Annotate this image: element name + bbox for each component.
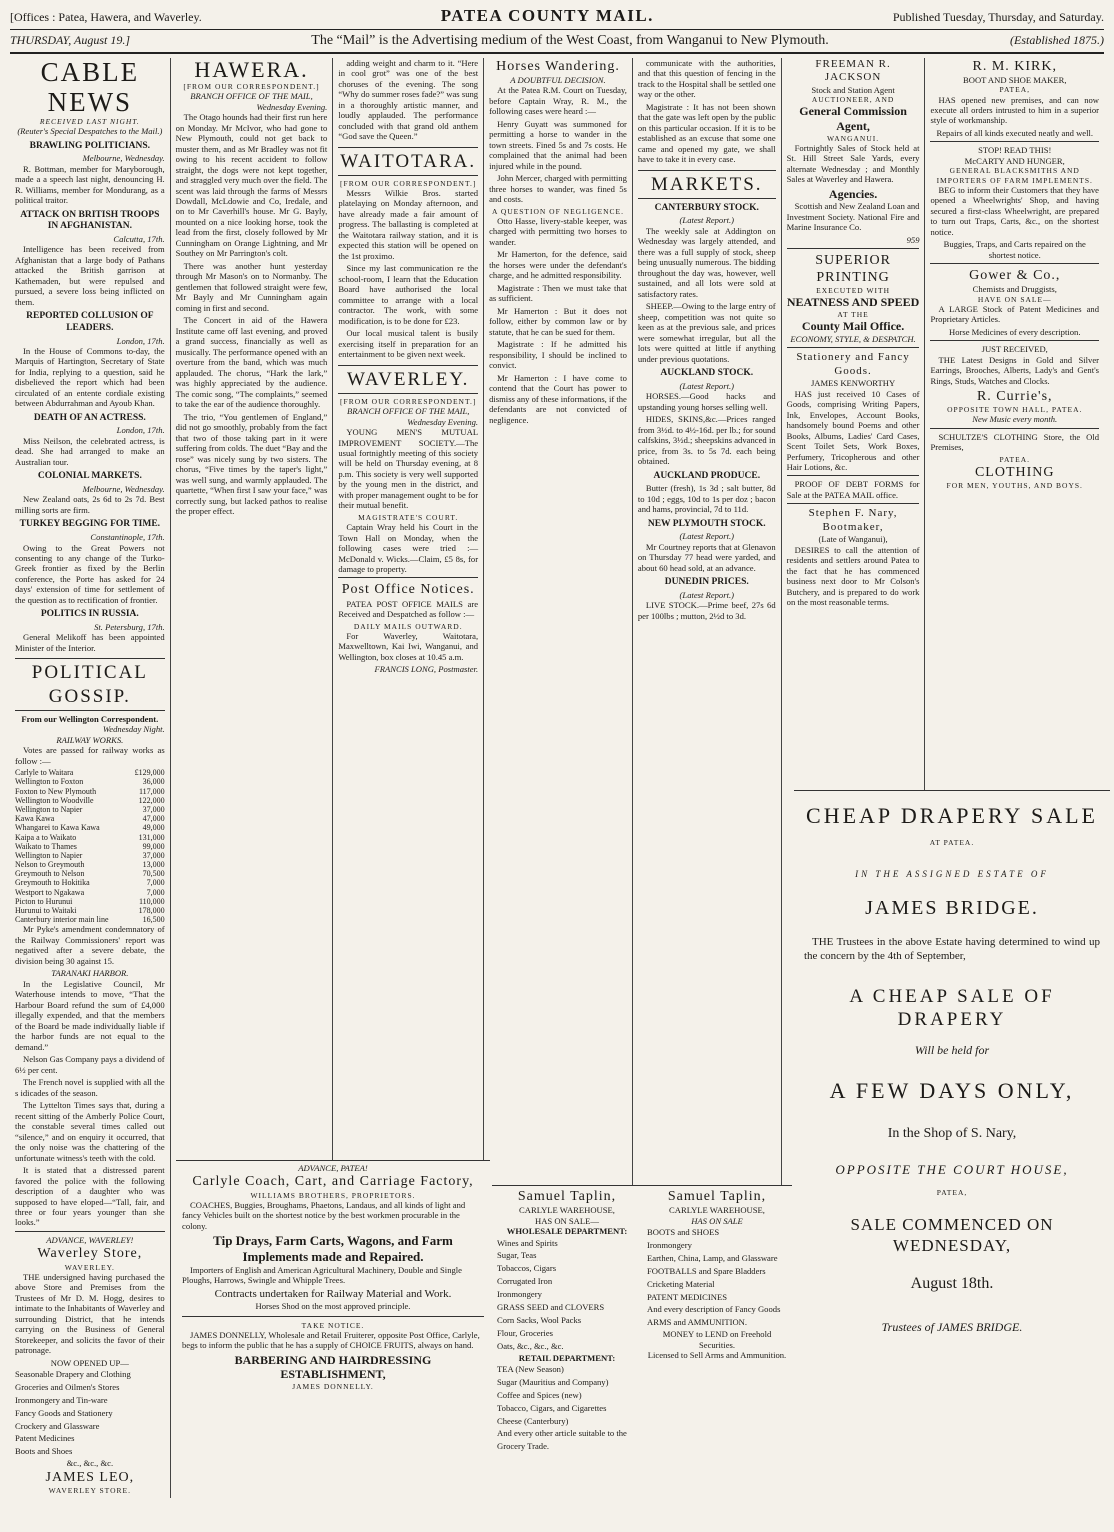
ad-title: Stephen F. Nary, Bootmaker, [808, 507, 898, 533]
vote-row [15, 805, 165, 814]
dateline: Constantinople, 17th. [90, 532, 165, 543]
ad-text: THE Latest Designs in Gold and Silver Earrings, Brooches, Alberts, Lady's and Gent's Rings, Studs, Watches and Clocks. [930, 354, 1099, 386]
drapery-days: A FEW DAYS ONLY, [829, 1078, 1075, 1104]
article-text: SHEEP.—Owing to the large entry of sheep, competition was not quite so keen as at the previous sale, and prices were somewhat irregular, but all the lots were quitted at little if anything under previous quotations. [637, 301, 776, 364]
votes-table [15, 768, 165, 924]
court-head: MAGISTRATE'S COURT. [358, 512, 459, 522]
ad-text: A LARGE Stock of Patent Medicines and Proprietary Articles. [930, 303, 1099, 325]
ad-sub: HAS ON SALE [691, 1215, 743, 1226]
subhead [10, 30, 1104, 54]
ad-head: ADVANCE, WAVERLEY! [46, 1234, 134, 1245]
branch-office: BRANCH OFFICE OF THE MAIL, [190, 91, 313, 102]
list-item: FOOTBALLS and Spare Bladders [647, 1265, 766, 1276]
ad-item-list [497, 1237, 637, 1353]
ad-sub: Repairs of all kinds executed neatly and well. [936, 127, 1094, 138]
article-text: It is stated that a distressed parent favored the police with the following description of a daughter who was supposed to have eloped—“Tall, fair, and three or four years younger than she looks.” [15, 1165, 165, 1228]
vote-row [15, 777, 165, 786]
article-text: In the House of Commons to-day, the Marquis of Hartington, Secretary of State for India, replying to a question, said he disbelieved the report which had been circulated of an entente cordiale existing between Abdurrahman and Ayoub Khan. [15, 346, 165, 409]
vote-row [15, 851, 165, 860]
po-signature: FRANCIS LONG, Postmaster. [374, 664, 479, 675]
vote-row [15, 888, 165, 897]
vote-amount: 16,500 [142, 915, 165, 925]
latest-report: (Latest Report.) [679, 380, 734, 391]
ad-sub: CARLYLE WAREHOUSE, [519, 1205, 615, 1216]
ad-text: Importers of English and American Agricultural Machinery, Double and Single Ploughs, Harrows, Swingle and Whipple Trees. [182, 1264, 462, 1286]
article-text: YOUNG MEN'S MUTUAL IMPROVEMENT SOCIETY.—The usual fortnightly meeting of this society will be held on Thursday evening, at 8 p.m. This society is very well supported by the young men in the district, and with proper management ought to be for their mutual benefit. [338, 427, 479, 511]
list-item: Sugar, Teas [497, 1250, 537, 1261]
article-text: Miss Neilson, the celebrated actress, is dead. She had arranged to make an Australian tour. [15, 435, 165, 467]
list-item: Patent Medicines [15, 1433, 75, 1444]
headline: COLONIAL MARKETS. [37, 471, 142, 482]
cable-news-title: CABLE NEWS [40, 57, 140, 117]
vote-row [15, 906, 165, 915]
drapery-title: CHEAP DRAPERY SALE [806, 803, 1098, 828]
ad-sub: FOR MEN, YOUTHS, AND BOYS. [946, 481, 1083, 491]
list-item: Tobaccos, Cigars [497, 1263, 557, 1274]
list-item: BOOTS and SHOES [647, 1227, 720, 1238]
article-text: Votes are passed for railway works as follow :— [15, 745, 165, 766]
article-text: At the Patea R.M. Court on Tuesday, before Captain Wray, R. M., the following cases were heard :— [489, 85, 627, 117]
drapery-sale: A CHEAP SALE OF DRAPERY [849, 986, 1055, 1031]
vote-row [15, 842, 165, 851]
article-text: Our local musical talent is busily exercising itself in preparation for an entertainment to be given next week. [338, 328, 479, 360]
ad-text: Fortnightly Sales of Stock held at St. Hill Street Sale Yards, every alternate Wednesday ; and Monthly Sales at Waverley and Hawera. [786, 142, 920, 185]
subhead-small: A QUESTION OF NEGLIGENCE. [491, 206, 625, 216]
debt-forms-ad [787, 475, 920, 500]
vote-line: Wellington to Napier [15, 804, 83, 814]
ad-sub: Stock and Station Agent [811, 84, 895, 95]
vote-line: Wellington to Napier [15, 850, 83, 860]
drapery-sub: Will be held for [914, 1043, 990, 1058]
ad-sub: NOW OPENED UP— [50, 1357, 129, 1368]
list-item: Cheese (Canterbury) [497, 1415, 569, 1426]
vote-line: Greymouth to Hokitika [15, 878, 90, 888]
list-item: Ironmongery [497, 1289, 542, 1300]
railway-works-head: RAILWAY WORKS. [56, 734, 124, 745]
established: (Established 1875.) [1010, 32, 1104, 47]
article-text: New Zealand oats, 2s 6d to 2s 7d. Best milling sorts are firm. [15, 494, 165, 515]
vote-amount: 117,000 [138, 786, 165, 796]
cable-sub: RECEIVED LAST NIGHT. [39, 117, 140, 127]
article-text: In the Legislative Council, Mr Waterhouse intends to move, “That the Harbour Board refund the sum of £4,000 illegally expended, and that the members of the Board be made individually liable if the harbor funds are not equal to the demand.” [15, 978, 165, 1052]
list-item: Boots and Shoes [15, 1446, 73, 1457]
article-text: Henry Guyatt was summoned for permitting a horse to wander in the town streets. Fined 5s and 7s costs. He complained that the animal had been injured while in the pound. [489, 118, 627, 171]
vote-amount: 122,000 [138, 795, 165, 805]
masthead [10, 6, 1104, 30]
vote-line: Kaipa a to Waikato [15, 832, 77, 842]
vote-amount: 37,000 [142, 850, 165, 860]
ad-sub: (Late of Wanganui), [818, 534, 888, 545]
drapery-signature: Trustees of JAMES BRIDGE. [881, 1320, 1023, 1334]
drapery-sale-ad [794, 790, 1110, 1525]
issue-date: THURSDAY, August 19.] [10, 32, 131, 47]
article-text: The weekly sale at Addington on Wednesday was largely attended, and there was a full supply of stock, sheep being unusually numerous. The bidding throughout the day was, however, well sustained, and all lots were sold at satisfactory rates. [637, 225, 776, 299]
list-item: Fancy Goods and Stationery [15, 1407, 113, 1418]
ad-sub: GENERAL BLACKSMITHS AND IMPORTERS OF FARM IMPLEMENTS. [936, 166, 1093, 185]
vote-row [15, 823, 165, 832]
post-office-notices [338, 577, 478, 674]
dateline: Melbourne, Wednesday. [82, 484, 165, 494]
gower-ad [930, 263, 1099, 337]
ad-sub: Contracts undertaken for Railway Material and Work. [214, 1287, 452, 1300]
ad-title: CLOTHING [974, 465, 1055, 480]
vote-line: Kawa Kawa [15, 814, 55, 824]
dateline: Wednesday Evening. [407, 416, 479, 427]
ad-sub: New Music every month. [972, 414, 1058, 425]
ad-place: WAVERLEY STORE. [48, 1485, 132, 1495]
vote-line: Greymouth to Nelson [15, 869, 85, 879]
list-item: TEA (New Season) [497, 1364, 564, 1375]
drapery-place: AT PATEA. [929, 837, 975, 847]
list-item: And every description of Fancy Goods [647, 1304, 781, 1315]
vote-line: Wellington to Woodville [15, 795, 94, 805]
ad-sub: Implements made and Repaired. [242, 1249, 424, 1265]
article-text: Mr Hamerton, for the defence, said the horses were under the defendant's charge, and he admitted responsibility. [489, 249, 627, 281]
waitotara-title: WAITOTARA. [338, 147, 478, 176]
cable-note: (Reuter's Special Despatches to the Mail.) [17, 126, 163, 137]
headline: BRAWLING POLITICIANS. [29, 140, 151, 151]
printing-ad [787, 248, 920, 344]
offices-line: [Offices : Patea, Hawera, and Waverley. [10, 10, 202, 24]
correspondent: [FROM OUR CORRESPONDENT.] [340, 396, 477, 406]
slogan: The “Mail” is the Advertising medium of the West Coast, from Wanganui to New Plymouth. [311, 32, 829, 48]
article-text: The Lyttelton Times says that, during a recent sitting of the Amberly Police Court, the constable several times called out “silence,” and on enquiry it occurred, that the only noise was the chattering of the unfortunate witness's teeth with the cold. [15, 1100, 165, 1163]
po-text: PATEA POST OFFICE MAILS are Received and Despatched as follow :— [338, 598, 479, 620]
publication-days: Published Tuesday, Thursday, and Saturday. [892, 10, 1104, 24]
vote-amount: 70,500 [142, 869, 165, 879]
harbor-head: TARANAKI HARBOR. [51, 968, 129, 979]
list-item: And every other article suitable to the Grocery Trade. [497, 1428, 627, 1452]
vote-amount: 47,000 [142, 814, 165, 824]
article-text: Magistrate : It has not been shown that the gate was left open by the public on this particular occasion. If it is to be established as an excuse that some one came and opened my gate, we shall have to take it in every case. [637, 101, 776, 165]
ad-sub: R. Currie's, [976, 389, 1053, 405]
list-item: Ironmongery [647, 1239, 692, 1250]
list-item: Groceries and Oilmen's Stores [15, 1381, 120, 1392]
headline: REPORTED COLLUSION OF LEADERS. [26, 311, 154, 333]
ad-title: Samuel Taplin, [667, 1189, 767, 1204]
market-head: NEW PLYMOUTH STOCK. [647, 518, 766, 529]
article-text: The French novel is supplied with all the s idicades of the season. [15, 1077, 165, 1098]
market-head: CANTERBURY STOCK. [654, 202, 759, 213]
drapery-place: PATEA, [936, 1187, 968, 1197]
dateline: London, 17th. [116, 335, 165, 346]
markets-title: MARKETS. [638, 170, 776, 199]
column-cable-news [10, 58, 171, 1498]
waverley-store-ad [15, 1231, 165, 1495]
headline: TURKEY BEGGING FOR TIME. [19, 519, 161, 530]
drapery-location: OPPOSITE THE COURT HOUSE, [835, 1162, 1069, 1178]
jackson-name: FREEMAN R. JACKSON [815, 57, 891, 84]
vote-row [15, 860, 165, 869]
drapery-date: August 18th. [910, 1275, 994, 1293]
vote-amount: 178,000 [138, 906, 165, 916]
article-text: Magistrate : If he admitted his responsibility, I should be inclined to convict. [489, 339, 627, 371]
article-text: Since my last communication re the school-room, I learn that the Education Board have authorised the local committee to arrange with a local contractor. The work, with some modification, is to be done for £23. [338, 263, 479, 326]
vote-row [15, 915, 165, 924]
headline: POLITICS IN RUSSIA. [40, 609, 139, 620]
newspaper-title: PATEA COUNTY MAIL. [440, 6, 654, 25]
ad-sub: TAKE NOTICE. [301, 1320, 365, 1330]
ad-place: PATEA, [999, 85, 1030, 95]
vote-row [15, 768, 165, 777]
list-item: Wines and Spirits [497, 1237, 558, 1248]
ad-title: Stationery and Fancy Goods. [796, 351, 910, 377]
ad-signature: JAMES DONNELLY. [292, 1382, 374, 1392]
ad-head: ADVANCE, PATEA! [298, 1163, 368, 1173]
dateline: London, 17th. [116, 425, 165, 436]
list-item: Oats, &c., &c., &c. [497, 1340, 564, 1351]
ad-title: Samuel Taplin, [517, 1189, 617, 1204]
vote-line: Foxton to New Plymouth [15, 786, 97, 796]
carlyle-ad [176, 1160, 490, 1525]
drapery-shop: In the Shop of S. Nary, [887, 1125, 1017, 1141]
ad-text: BEG to inform their Customers that they have opened a Wheelwrights' Shop, and having secured a first-class Wheelwright, are prepared to turn out Traps, Carts, &c., on the shortest notice. [930, 184, 1099, 237]
article-text: Mr Courtney reports that at Glenavon on Thursday 77 head were yarded, and about 60 head sold, at an advance. [637, 541, 776, 573]
ad-text: SCHULTZE'S CLOTHING Store, the Old Premises, [930, 431, 1099, 453]
article-text: Mr Pyke's amendment condemnatory of the Railway Commissioners' report was negatived after a severe debate, the division being 30 against 15. [15, 924, 165, 966]
vote-row [15, 796, 165, 805]
ad-place: WANGANUI. [827, 133, 880, 143]
ad-text: HAS opened new premises, and can now execute all orders intrusted to him in a superior style of workmanship. [930, 94, 1099, 126]
drapery-name: JAMES BRIDGE. [865, 896, 1039, 919]
article-text: Mr Hamerton : But it does not follow, either by common law or by statute, that he can be sued for them. [489, 305, 627, 337]
article-text: Intelligence has been received from Afghanistan that a large body of Pathans attacked the British garrison at Kathemaden, but were repulsed and pursued, a severe loss being inflicted on them. [15, 244, 165, 307]
dateline: Melbourne, Wednesday. [82, 153, 165, 164]
dateline: Wednesday Evening. [256, 101, 328, 112]
market-head: DUNEDIN PRICES. [664, 577, 749, 588]
headline: ATTACK ON BRITISH TROOPS IN AFGHANISTAN. [20, 209, 160, 232]
vote-amount: 37,000 [142, 804, 165, 814]
correspondent: [FROM OUR CORRESPONDENT.] [183, 82, 320, 91]
ad-sub: AT THE [837, 310, 869, 320]
article-text: Mr Hamerton : I have come to contend that the Court has power to dismiss any of these informations, if the defendants are not convicted of negligence. [489, 372, 627, 425]
kirk-name: R. M. KIRK, [972, 58, 1057, 74]
vote-amount: 99,000 [142, 841, 165, 851]
list-item: Crockery and Glassware [15, 1420, 100, 1431]
ad-sub: County Mail Office. [801, 319, 905, 334]
ad-sub: Agencies. [828, 186, 878, 201]
vote-line: Canterbury interior main line [15, 915, 109, 925]
article-text: HIDES, SKINS,&c.—Prices ranged from 3½d. to 4½-16d. per lb.; for sound calfskins, 3½d.; sheepskins advanced in price, from 3s. to 5s 7d. each being obtained. [637, 414, 776, 467]
article-text: The Otago hounds had their first run here on Monday. Mr McIvor, who had gone to New Plymouth, could not get back to muster them, and as Mr Bradley was not fit owing to his recent accident to follow straight, the dogs were not kept together, and straggled very much over the field. The scent was laid through the farms of Messrs Dowdall, McLdowie and Co, Iredale, and on to Mr Caverhill's house. Mr G. Bayly, mounted on a nice looking horse, took the lead from the first, closely followed by Mr Cunningham on Orange Lightning, and Mr Southey on Mr Parrington's colt. [175, 112, 328, 259]
ad-sub: CARLYLE WAREHOUSE, [669, 1205, 765, 1216]
article-text: Nelson Gas Company pays a dividend of 6½ per cent. [15, 1054, 165, 1075]
vote-amount: 7,000 [146, 878, 165, 888]
vote-line: Westport to Ngakawa [15, 887, 85, 897]
ad-sub: HAS ON SALE— [535, 1215, 599, 1226]
list-item: Sugar (Mauritius and Company) [497, 1376, 609, 1387]
vote-amount: 49,000 [142, 823, 165, 833]
list-item: PATENT MEDICINES [647, 1291, 727, 1302]
ad-text: COACHES, Buggies, Broughams, Phaetons, Landaus, and all kinds of light and fancy Vehicles built on the shortest notice by the best workmen procurable in the colony. [182, 1199, 466, 1231]
list-item: Cricketing Material [647, 1278, 715, 1289]
article-text: R. Bottman, member for Maryborough, made a a speech last night, denouncing H. R. Williams, member for Mondurang, as a political traitor. [15, 163, 165, 206]
ad-text: PROOF OF DEBT FORMS for Sale at the PATEA MAIL office. [786, 479, 920, 500]
latest-report: (Latest Report.) [679, 531, 734, 542]
ad-item-list [15, 1368, 165, 1458]
dateline: St. Petersburg, 17th. [94, 622, 165, 632]
vote-amount: 13,000 [142, 860, 165, 870]
article-text: John Mercer, charged with permitting three horses to wander, was fined 5s and costs. [489, 173, 627, 205]
vote-row [15, 814, 165, 823]
list-item: Tobacco, Cigars, and Cigarettes [497, 1402, 607, 1413]
drapery-text: THE Trustees in the above Estate having determined to wind up the concern by the 4th of September, [804, 936, 1100, 962]
ad-sub: MONEY to LEND on Freehold Securities. [662, 1329, 772, 1350]
ad-sub: RETAIL DEPARTMENT: [518, 1352, 616, 1363]
ad-text: Scottish and New Zealand Loan and Investment Society. National Fire and Marine Insurance Co. [786, 201, 920, 233]
list-item: Corrugated Iron [497, 1276, 553, 1287]
vote-line: Hurunui to Waitaki [15, 906, 77, 916]
po-title: Post Office Notices. [341, 582, 475, 598]
ad-title: STOP! READ THIS! [978, 145, 1052, 156]
ad-title: Carlyle Coach, Cart, and Carriage Factory, [192, 1174, 474, 1190]
list-item: Flour, Groceries [497, 1327, 553, 1338]
article-text: Magistrate : Then we must take that as sufficient. [489, 282, 627, 304]
printing-title: SUPERIOR PRINTING [815, 253, 891, 286]
list-item: Coffee and Spices (new) [497, 1389, 582, 1400]
ad-sub: Tip Drays, Farm Carts, Wagons, and Farm [213, 1233, 453, 1249]
dateline: Wednesday Night. [102, 724, 165, 735]
pg-sub: From our Wellington Correspondent. [21, 713, 159, 724]
ad-title: JUST RECEIVED, [981, 344, 1048, 355]
list-item: ARMS and AMMUNITION. [647, 1317, 748, 1328]
ad-place: PATEA. [999, 454, 1030, 464]
vote-row [15, 787, 165, 796]
political-gossip-title: POLITICAL GOSSIP. [15, 658, 165, 710]
vote-line: Whangarei to Kawa Kawa [15, 823, 100, 833]
ad-item-list [647, 1226, 787, 1329]
ad-sub: Licensed to Sell Arms and Ammunition. [647, 1350, 787, 1361]
vote-row [15, 869, 165, 878]
vote-line: Picton to Hurunui [15, 896, 73, 906]
taplin-wholesale-ad [492, 1185, 642, 1525]
vote-row [15, 878, 165, 887]
ad-sub: General Commission Agent, [799, 104, 907, 133]
ad-sub: WILLIAMS BROTHERS, PROPRIETORS. [250, 1190, 416, 1200]
article-text: General Melikoff has been appointed Minister of the Interior. [15, 632, 165, 653]
ad-text: DESIRES to call the attention of residents and settlers around Patea to the fact that he has commenced business next door to Mr Colson's Butchery, and is prepared to do work on the most reasonable terms. [786, 544, 920, 608]
vote-amount: 131,000 [138, 832, 165, 842]
article-text: Butter (fresh), 1s 3d ; salt butter, 8d to 10d ; eggs, 10d to 1s per doz ; bacon and hams, provincial, 7d to 11d. [637, 483, 776, 515]
stationery-ad [787, 347, 920, 472]
ad-sub: Horse Medicines of every description. [948, 326, 1081, 337]
ad-text: THE undersigned having purchased the above Store and Premises from the Trustees of Mr D. M. Hogg, desires to intimate to the Inhabitants of Waverley and surrounding District, that he intends carrying on the Business of General Storekeeper, and solicits the favor of their patronage. [15, 1271, 165, 1356]
ad-sub: NEATNESS AND SPEED [786, 295, 920, 310]
vote-row [15, 897, 165, 906]
dateline: Calcutta, 17th. [113, 233, 165, 244]
ad-text: HAS just received 10 Cases of Goods, comprising Writing Papers, Ink, Envelopes, Account Books, handsomely bound Poems and other Books, Albums, Ladies' Card Cases, Scent Toilet Sets, Work Boxes, Perfumery, Tricopherous and other Hair Lotions, &c. [786, 388, 920, 472]
article-text: communicate with the authorities, and that this question of fencing in the track to the Hospital shall be settled one way or the other. [637, 57, 776, 100]
drapery-estate: IN THE ASSIGNED ESTATE OF [855, 868, 1049, 879]
ad-text: JAMES DONNELLY, Wholesale and Retail Fruiterer, opposite Post Office, Carlyle, begs to inform the public that he has a supply of CHOICE FRUITS, always on hand. [182, 1329, 480, 1351]
article-text: Messrs Wilkie Bros. started platelaying on Monday afternoon, and have already made a fair amount of progress. The ballasting is completed at the Waitotara railway station, and it is expected this station will be opened on the 1st proximo. [338, 188, 479, 261]
list-item: Earthen, China, Lamp, and Glassware [647, 1252, 778, 1263]
vote-line: Wellington to Foxton [15, 777, 84, 787]
ad-item-list [497, 1363, 637, 1453]
ad-sub: BOOT AND SHOE MAKER, [963, 74, 1067, 85]
ad-name: Waverley Store, [37, 1246, 143, 1262]
ad-sub: BARBERING AND HAIRDRESSING ESTABLISHMENT, [234, 1352, 432, 1382]
article-text: LIVE STOCK.—Prime beef, 27s 6d per 100lbs ; mutton, 2½d to 3d. [637, 600, 776, 621]
ad-place: WAVERLEY. [64, 1262, 115, 1272]
vote-amount: 110,000 [138, 896, 165, 906]
mccarty-ad [930, 141, 1099, 260]
latest-report: (Latest Report.) [679, 215, 734, 226]
article-text: Otto Hasse, livery-stable keeper, was charged with permitting two horses to wander. [489, 215, 627, 247]
vote-amount: £129,000 [134, 768, 165, 778]
vote-amount: 7,000 [146, 887, 165, 897]
waverley-title: WAVERLEY. [338, 365, 478, 394]
market-head: AUCKLAND PRODUCE. [653, 470, 761, 481]
ad-signature: JAMES LEO, [45, 1469, 135, 1485]
ad-sub: McCARTY AND HUNGER, [964, 155, 1065, 166]
taplin-retail-ad [642, 1185, 792, 1525]
hawera-title: HAWERA. [194, 57, 309, 82]
horses-title: Horses Wandering. [496, 58, 620, 74]
list-item: Corn Sacks, Wool Packs [497, 1314, 582, 1325]
list-item: GRASS SEED and CLOVERS [497, 1301, 605, 1312]
currie-ad [930, 340, 1099, 425]
article-text: HORSES.—Good hacks and upstanding young horses selling well. [637, 391, 776, 412]
vote-row [15, 833, 165, 842]
nary-ad [787, 503, 920, 607]
list-item: Ironmongery and Tin-ware [15, 1394, 108, 1405]
vote-amount: 36,000 [142, 777, 165, 787]
article-text: adding weight and charm to it. “Here in cool grot” was one of the best choruses of the evening. The song “Why do summer roses fade?” was sung in a thoroughly artistic manner, and loudly applauded. The performance concluded with that grand old anthem “God save the Queen.” [338, 57, 479, 142]
market-head: AUCKLAND STOCK. [660, 368, 754, 379]
ad-sub: Buggies, Traps, and Carts repaired on the shortest notice. [943, 239, 1086, 260]
vote-line: Carlyle to Waitara [15, 768, 74, 778]
article-text: The Concert in aid of the Hawera Institute came off last evening, and proved a grand success, financially as well as musically. The performance opened with an overture from the band, which was much applauded. The chorus, “Hark the lark,” was highly appreciated by the audience. The comic song, “The complaints,” seemed to take the ear of the audience thoroughly. [175, 315, 328, 410]
ad-sub: JAMES KENWORTHY [810, 378, 896, 389]
po-sub: DAILY MAILS OUTWARD. [353, 621, 463, 631]
ad-sub: ECONOMY, STYLE, & DESPATCH. [790, 333, 916, 344]
ad-sub: AUCTIONEER, AND [811, 95, 895, 105]
ad-sub: WHOLESALE DEPARTMENT: [506, 1226, 628, 1237]
po-text: For Waverley, Waitotara, Maxwelltown, Kai Iwi, Wanganui, and Wellington, box closes at 10.45 a.m. [338, 630, 479, 662]
latest-report: (Latest Report.) [679, 589, 734, 600]
drapery-commenced: SALE COMMENCED ON WEDNESDAY, [850, 1215, 1054, 1255]
correspondent: [FROM OUR CORRESPONDENT.] [340, 178, 477, 188]
ad-place: OPPOSITE TOWN HALL, PATEA. [947, 405, 1083, 415]
article-text: Captain Wray held his Court in the Town Hall on Monday, when the following cases were tried :— McDonald v. Wicks.—Claim, £5 8s, for damage to property. [338, 522, 479, 574]
schultze-ad [930, 428, 1099, 490]
article-text: The trio, “You gentlemen of England,” did not go smoothly, probably from the fact that two of those taking part in it were suffering from colds. The duet “Bay and the rose” was nicely sung by two sisters. The chorus, “Five times by the taper's light,” was well sung, and warmly applauded. The quartette, “When first I saw your face,” was correctly sung, but lacked pathos to realise the proper effect. [175, 411, 328, 517]
branch-office: BRANCH OFFICE OF THE MAIL, [346, 406, 470, 417]
article-text: There was another hunt yesterday through Mr Mason's on to Normanby. The gentlemen that followed straight were few, Mr Bayly and Mr Cunningham again coming in first and second. [175, 260, 328, 313]
ad-sub: HAVE ON SALE— [977, 294, 1052, 304]
subtitle: A DOUBTFUL DECISION. [510, 74, 606, 85]
vote-line: Nelson to Greymouth [15, 860, 85, 870]
ad-sub: Horses Shod on the most approved principle. [255, 1301, 411, 1312]
ad-etc: &c., &c., &c. [66, 1458, 114, 1469]
vote-line: Waikato to Thames [15, 841, 77, 851]
article-text: Owing to the Great Powers not consenting to any change of the Turko-Greek frontier as fixed by the Berlin conference, the Porte has asked for 24 days' extension of time for settlement of the question as to rectification of frontier. [15, 542, 165, 605]
ad-sub: Chemists and Druggists, [972, 284, 1057, 295]
ad-sub: EXECUTED WITH [816, 286, 891, 296]
ad-title: Gower & Co., [969, 268, 1061, 284]
ad-number: 959 [906, 234, 920, 245]
list-item: Seasonable Drapery and Clothing [15, 1369, 131, 1380]
headline: DEATH OF AN ACTRESS. [33, 412, 146, 423]
